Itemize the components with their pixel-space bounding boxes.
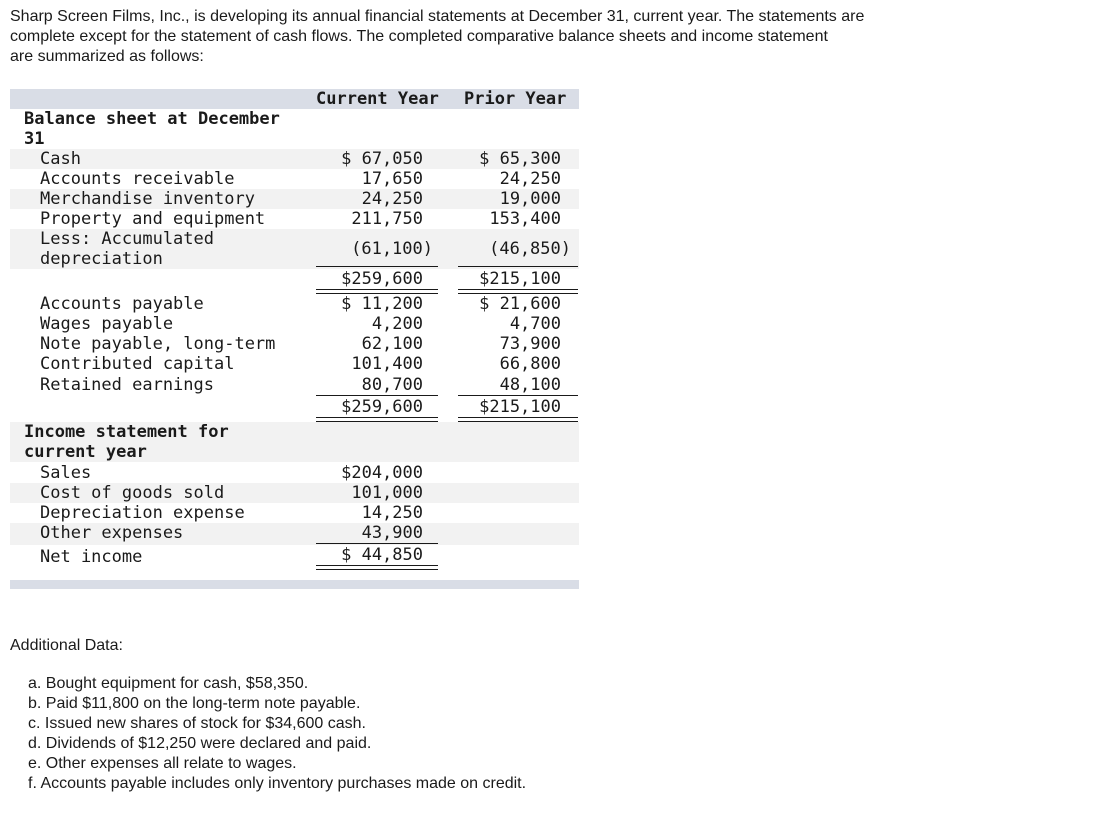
prior-year-value: 73,900 bbox=[499, 334, 561, 354]
total-liabilities-equity-current: $259,600 bbox=[341, 397, 423, 417]
table-row bbox=[10, 294, 579, 314]
table-row bbox=[10, 354, 579, 374]
row-label: Depreciation expense bbox=[40, 503, 245, 523]
row-label: Merchandise inventory bbox=[40, 189, 255, 209]
current-year-value: 62,100 bbox=[361, 334, 423, 354]
current-year-value: 101,400 bbox=[351, 354, 423, 374]
table-row bbox=[10, 314, 579, 334]
current-year-value: 4,200 bbox=[371, 314, 423, 334]
table-row bbox=[10, 209, 579, 229]
row-label: Wages payable bbox=[40, 314, 174, 334]
subtotal-rule bbox=[316, 395, 438, 396]
table-row bbox=[10, 149, 579, 169]
row-label: Retained earnings bbox=[40, 375, 214, 395]
row-label: Cost of goods sold bbox=[40, 483, 225, 503]
row-label: Other expenses bbox=[40, 523, 184, 543]
column-header-current-year: Current Year bbox=[316, 89, 439, 109]
subtotal-rule bbox=[316, 543, 438, 544]
current-year-value: $ 11,200 bbox=[341, 294, 423, 314]
total-liabilities-equity-prior: $215,100 bbox=[479, 397, 561, 417]
prior-year-value: 66,800 bbox=[499, 354, 561, 374]
row-label: depreciation bbox=[40, 249, 163, 269]
table-row bbox=[10, 483, 579, 503]
total-assets-prior: $215,100 bbox=[479, 269, 561, 289]
intro-line: complete except for the statement of cash flows. The completed comparative balance sheets and income statement bbox=[10, 28, 828, 45]
current-year-value: 211,750 bbox=[351, 209, 423, 229]
current-year-value: $204,000 bbox=[341, 463, 423, 483]
row-label: Property and equipment bbox=[40, 209, 266, 229]
intro-paragraph bbox=[10, 7, 970, 67]
balance-sheet-title: 31 bbox=[24, 129, 45, 149]
column-header-prior-year: Prior Year bbox=[464, 89, 567, 109]
table-footer-band bbox=[10, 580, 579, 589]
prior-year-value: 48,100 bbox=[499, 375, 561, 395]
table-row bbox=[10, 169, 579, 189]
prior-year-value: 19,000 bbox=[499, 189, 561, 209]
income-statement-title: Income statement for bbox=[24, 422, 229, 442]
prior-year-value: 24,250 bbox=[499, 169, 561, 189]
current-year-value: 101,000 bbox=[351, 483, 423, 503]
income-statement-title-row bbox=[10, 422, 579, 462]
row-label: Net income bbox=[40, 547, 143, 567]
table-row bbox=[10, 334, 579, 354]
list-item: f. Accounts payable includes only inventory purchases made on credit. bbox=[28, 775, 527, 792]
table-row bbox=[10, 463, 579, 483]
row-label: Cash bbox=[40, 149, 81, 169]
current-year-value: 24,250 bbox=[361, 189, 423, 209]
intro-line: Sharp Screen Films, Inc., is developing its annual financial statements at December 31, current year. The statements are bbox=[10, 8, 865, 25]
row-label: Sales bbox=[40, 463, 92, 483]
subtotal-rule bbox=[458, 395, 578, 396]
list-item: c. Issued new shares of stock for $34,600 cash. bbox=[28, 715, 366, 732]
row-label: Less: Accumulated bbox=[40, 229, 214, 249]
row-label: Accounts receivable bbox=[40, 169, 235, 189]
row-label: Accounts payable bbox=[40, 294, 204, 314]
table-row bbox=[10, 523, 579, 545]
additional-data-title: Additional Data: bbox=[10, 637, 123, 654]
prior-year-value: $ 21,600 bbox=[479, 294, 561, 314]
table-header-row bbox=[10, 89, 579, 109]
list-item: b. Paid $11,800 on the long-term note payable. bbox=[28, 695, 361, 712]
table-row bbox=[10, 503, 579, 523]
additional-data-list bbox=[28, 674, 526, 794]
list-item: e. Other expenses all relate to wages. bbox=[28, 755, 297, 772]
total-assets-current: $259,600 bbox=[341, 269, 423, 289]
total-assets-row bbox=[10, 269, 579, 289]
prior-year-value: 4,700 bbox=[509, 314, 561, 334]
subtotal-rule bbox=[458, 266, 578, 267]
total-double-rule bbox=[316, 565, 438, 570]
balance-sheet-title: Balance sheet at December bbox=[24, 109, 280, 129]
prior-year-value: $ 65,300 bbox=[479, 149, 561, 169]
list-item: a. Bought equipment for cash, $58,350. bbox=[28, 675, 309, 692]
list-item: d. Dividends of $12,250 were declared and paid. bbox=[28, 735, 372, 752]
intro-line: are summarized as follows: bbox=[10, 48, 204, 65]
subtotal-rule bbox=[316, 266, 438, 267]
table-row bbox=[10, 375, 579, 395]
current-year-value: $ 67,050 bbox=[341, 149, 423, 169]
income-statement-title: current year bbox=[24, 442, 147, 462]
current-year-value: 80,700 bbox=[361, 375, 423, 395]
balance-sheet-title-row bbox=[10, 109, 579, 149]
prior-year-value: (46,850) bbox=[489, 239, 571, 259]
total-liabilities-equity-row bbox=[10, 397, 579, 417]
row-label: Contributed capital bbox=[40, 354, 235, 374]
row-label: Note payable, long-term bbox=[40, 334, 276, 354]
table-row bbox=[10, 189, 579, 209]
current-year-value: 43,900 bbox=[361, 523, 423, 543]
table-row bbox=[10, 229, 579, 269]
net-income-row bbox=[10, 547, 579, 567]
current-year-value: 14,250 bbox=[361, 503, 423, 523]
current-year-value: (61,100) bbox=[351, 239, 433, 259]
current-year-value: 17,650 bbox=[361, 169, 423, 189]
prior-year-value: 153,400 bbox=[489, 209, 561, 229]
net-income-current: $ 44,850 bbox=[341, 545, 423, 565]
